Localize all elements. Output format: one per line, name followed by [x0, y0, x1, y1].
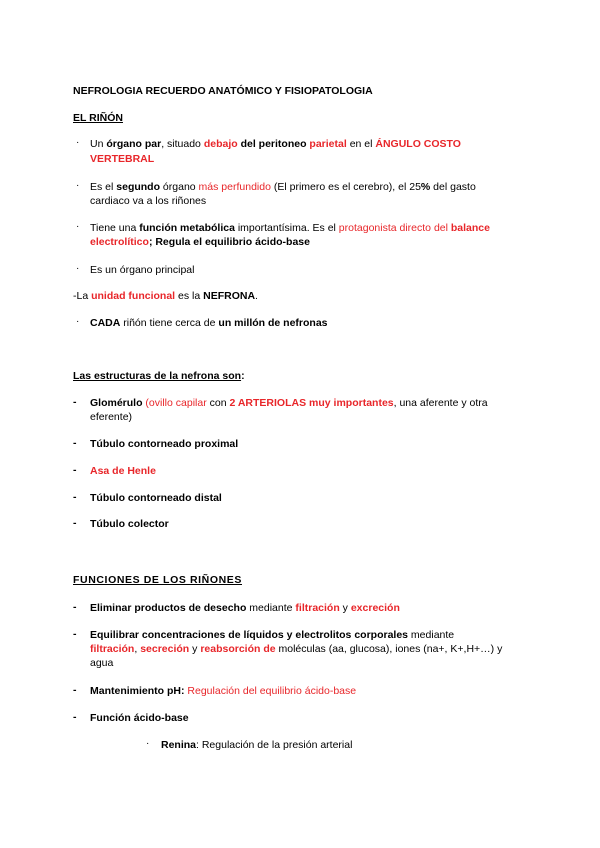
list-item-eliminar: Eliminar productos de desecho mediante filtración y excreción — [90, 602, 400, 614]
bullet-segundo-organo: Es el segundo órgano más perfundido (El primero es el cerebro), el 25% del gasto — [90, 181, 476, 193]
list-dash: - — [73, 491, 77, 503]
bullet-organo-principal: Es un órgano principal — [90, 264, 195, 276]
bullet-funcion-metabolica-cont: electrolítico; Regula el equilibrio ácido-base — [90, 236, 310, 248]
list-dash: - — [73, 464, 77, 476]
bullet-dot: · — [76, 221, 80, 232]
bullet-dot: · — [76, 137, 80, 148]
list-item-tubulo-colector: Túbulo colector — [90, 518, 169, 530]
list-item-tubulo-distal: Túbulo contorneado distal — [90, 492, 222, 504]
list-item-tubulo-proximal: Túbulo contorneado proximal — [90, 438, 239, 450]
list-dash: - — [73, 437, 77, 449]
bullet-dot: · — [76, 316, 80, 327]
line-unidad-funcional: -La unidad funcional es la NEFRONA. — [73, 290, 258, 302]
bullet-organo-par: Un órgano par, situado debajo del peritoneo parietal en el ÁNGULO COSTO — [90, 138, 461, 150]
section-heading-el-rinon: EL RIÑÓN — [73, 112, 123, 124]
list-dash: - — [73, 601, 77, 613]
list-item-equilibrar: Equilibrar concentraciones de líquidos y electrolitos corporales mediante — [90, 629, 455, 641]
list-dash: - — [73, 517, 77, 529]
list-item-glomerulo-cont: eferente) — [90, 411, 133, 423]
bullet-segundo-organo-cont: cardiaco va a los riñones — [90, 195, 207, 207]
bullet-funcion-metabolica: Tiene una función metabólica importantísima. Es el protagonista directo del balance — [90, 222, 490, 234]
list-item-equilibrar-cont2: agua — [90, 657, 114, 669]
list-item-funcion-acido-base: Función ácido-base — [90, 712, 189, 724]
bullet-cada-rinon: CADA riñón tiene cerca de un millón de nefronas — [90, 317, 328, 329]
list-dash: - — [73, 684, 77, 696]
list-dash: - — [73, 396, 77, 408]
list-dash: - — [73, 711, 77, 723]
section-heading-funciones: FUNCIONES DE LOS RIÑONES — [73, 574, 242, 586]
list-dash: - — [73, 628, 77, 640]
bullet-dot: · — [76, 180, 80, 191]
sub-item-renina: Renina: Regulación de la presión arterial — [161, 739, 353, 751]
bullet-dot: · — [146, 738, 150, 749]
list-item-glomerulo: Glomérulo (ovillo capilar con 2 ARTERIOLAS muy importantes, una aferente y otra — [90, 397, 488, 409]
bullet-organo-par-cont: VERTEBRAL — [90, 153, 155, 165]
section-heading-estructuras: Las estructuras de la nefrona son: — [73, 370, 245, 382]
list-item-mantenimiento-ph: Mantenimiento pH: Regulación del equilibrio ácido-base — [90, 685, 357, 697]
list-item-equilibrar-cont: filtración, secreción y reabsorción de moléculas (aa, glucosa), iones (na+, K+,H+…) y — [90, 643, 503, 655]
bullet-dot: · — [76, 263, 80, 274]
page-title: NEFROLOGIA RECUERDO ANATÓMICO Y FISIOPATOLOGIA — [73, 85, 373, 97]
list-item-asa-henle: Asa de Henle — [90, 465, 156, 477]
